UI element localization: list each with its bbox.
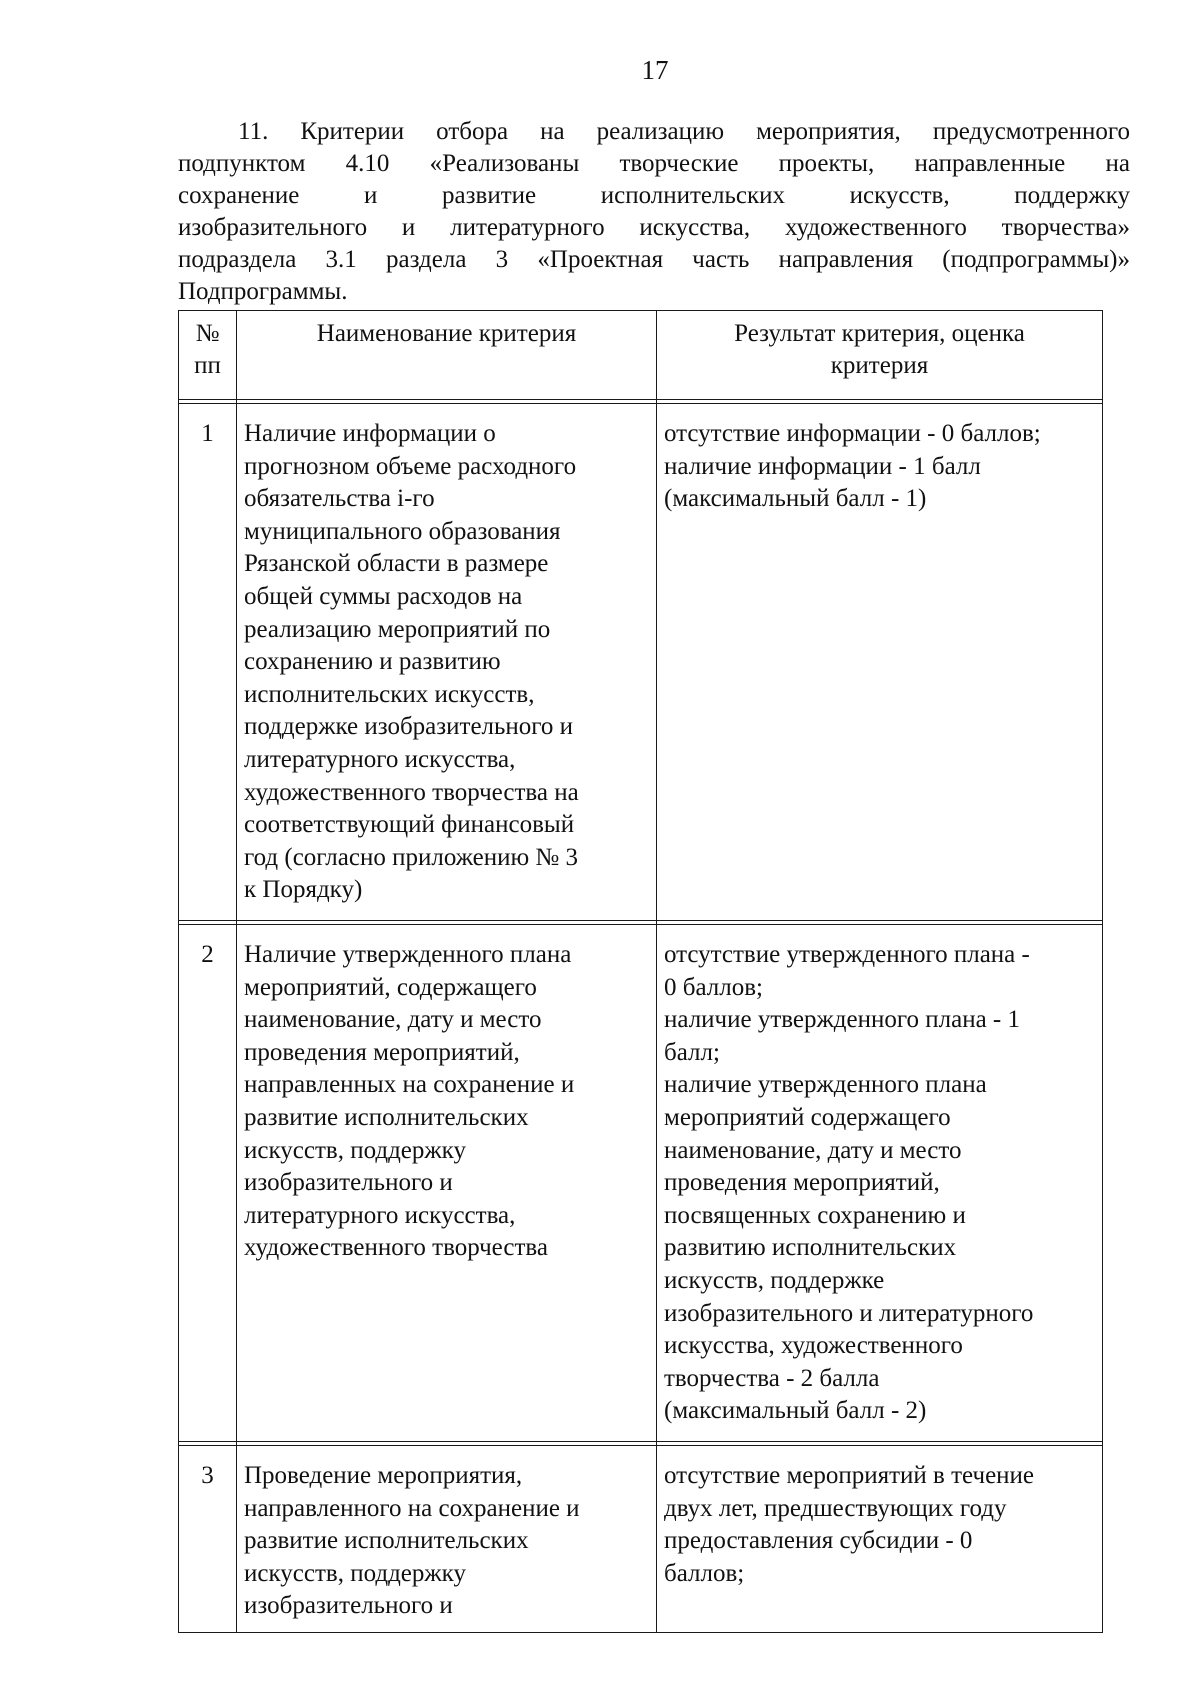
criterion-name-line: год (согласно приложению № 3 bbox=[244, 843, 579, 871]
criterion-name-line: развитие исполнительских bbox=[244, 1103, 529, 1131]
table-row bbox=[179, 925, 1103, 1442]
criterion-result-line: отсутствие утвержденного плана - bbox=[664, 941, 1030, 968]
header-criterion-result bbox=[657, 311, 1103, 400]
intro-line: подраздела 3.1 раздела 3 «Проектная часть направления (подпрограммы)» bbox=[178, 246, 1130, 273]
criterion-name-line: к Порядку) bbox=[244, 876, 363, 904]
intro-line: изобразительного и литературного искусства, художественного творчества» bbox=[178, 214, 1130, 241]
header-criterion-name-line: Наименование критерия bbox=[316, 320, 577, 347]
page-number: 17 bbox=[641, 55, 669, 85]
criterion-result-line: посвященных сохранению и bbox=[664, 1201, 966, 1229]
criterion-result-cell bbox=[657, 404, 1103, 921]
criterion-result-line: развитию исполнительских bbox=[664, 1234, 957, 1262]
header-number-line: пп bbox=[194, 352, 221, 379]
criterion-result-line: искусств, поддержке bbox=[664, 1266, 885, 1294]
criterion-name-line: искусств, поддержку bbox=[244, 1559, 466, 1587]
criteria-intro-paragraph bbox=[178, 116, 1130, 308]
table-row bbox=[179, 1446, 1103, 1633]
criterion-name-line: проведения мероприятий, bbox=[244, 1038, 520, 1066]
criterion-result-cell bbox=[657, 1446, 1103, 1633]
criterion-result-line: отсутствие мероприятий в течение bbox=[664, 1462, 1035, 1489]
criterion-result-line: наличие утвержденного плана bbox=[664, 1071, 987, 1099]
intro-line: 11. Критерии отбора на реализацию мероприятия, предусмотренного bbox=[238, 118, 1130, 145]
header-criterion-result-line: Результат критерия, оценка bbox=[734, 320, 1025, 347]
criterion-result-line: изобразительного и литературного bbox=[664, 1299, 1034, 1327]
criterion-name-line: направленного на сохранение и bbox=[244, 1494, 580, 1522]
criteria-table bbox=[178, 310, 1103, 1633]
criterion-name-line: исполнительских искусств, bbox=[244, 680, 535, 708]
criterion-result-line: творчества - 2 балла bbox=[664, 1364, 880, 1392]
criterion-result-line: искусства, художественного bbox=[664, 1332, 963, 1360]
criterion-result-line: 0 баллов; bbox=[664, 973, 763, 1001]
header-number bbox=[179, 311, 237, 400]
criterion-name-line: мероприятий, содержащего bbox=[244, 973, 537, 1001]
criterion-name-line: Наличие утвержденного плана bbox=[244, 941, 572, 968]
row-number: 1 bbox=[179, 404, 237, 921]
header-number-line: № bbox=[195, 320, 220, 347]
criterion-name-line: соответствующий финансовый bbox=[244, 811, 575, 839]
criterion-name-line: Проведение мероприятия, bbox=[244, 1462, 523, 1489]
criterion-name-line: Наличие информации о bbox=[244, 420, 496, 447]
criterion-name-line: искусств, поддержку bbox=[244, 1136, 466, 1164]
criterion-result-line: наименование, дату и место bbox=[664, 1136, 962, 1164]
row-number: 3 bbox=[179, 1446, 237, 1633]
criterion-name-line: развитие исполнительских bbox=[244, 1527, 529, 1555]
criterion-result-line: баллов; bbox=[664, 1559, 745, 1587]
criterion-result-line: мероприятий содержащего bbox=[664, 1103, 951, 1131]
criterion-name-line: изобразительного и bbox=[244, 1592, 453, 1620]
criterion-result-line: балл; bbox=[664, 1038, 720, 1066]
criterion-name-line: литературного искусства, bbox=[244, 1201, 516, 1229]
criterion-result-line: наличие информации - 1 балл bbox=[664, 452, 981, 480]
criterion-name-line: общей суммы расходов на bbox=[244, 582, 523, 610]
header-criterion-result-line: критерия bbox=[830, 352, 929, 379]
intro-line: подпунктом 4.10 «Реализованы творческие проекты, направленные на bbox=[178, 150, 1130, 177]
row-number: 2 bbox=[179, 925, 237, 1442]
criterion-name-line: литературного искусства, bbox=[244, 745, 516, 773]
header-criterion-name bbox=[237, 311, 657, 400]
criterion-result-line: наличие утвержденного плана - 1 bbox=[664, 1006, 1021, 1034]
criterion-name-line: реализацию мероприятий по bbox=[244, 615, 551, 643]
criterion-result-cell bbox=[657, 925, 1103, 1442]
criterion-name-line: художественного творчества bbox=[244, 1234, 548, 1262]
criterion-name-line: направленных на сохранение и bbox=[244, 1071, 575, 1099]
criterion-name-cell bbox=[237, 404, 657, 921]
criterion-result-line: двух лет, предшествующих году bbox=[664, 1494, 1007, 1522]
criterion-name-line: художественного творчества на bbox=[244, 778, 579, 806]
criterion-name-line: изобразительного и bbox=[244, 1169, 453, 1197]
criterion-name-cell bbox=[237, 925, 657, 1442]
criterion-result-line: (максимальный балл - 2) bbox=[664, 1397, 927, 1425]
criterion-name-line: наименование, дату и место bbox=[244, 1006, 542, 1034]
criterion-name-line: Рязанской области в размере bbox=[244, 550, 549, 578]
criterion-name-line: муниципального образования bbox=[244, 517, 561, 545]
criterion-name-line: обязательства i-го bbox=[244, 485, 435, 513]
intro-line: сохранение и развитие исполнительских искусств, поддержку bbox=[178, 182, 1130, 209]
criterion-result-line: отсутствие информации - 0 баллов; bbox=[664, 420, 1041, 447]
intro-line: Подпрограммы. bbox=[178, 278, 348, 305]
table-header-row bbox=[179, 311, 1103, 400]
criterion-name-line: сохранению и развитию bbox=[244, 648, 501, 676]
criterion-result-line: предоставления субсидии - 0 bbox=[664, 1527, 973, 1555]
criterion-name-cell bbox=[237, 1446, 657, 1633]
criterion-name-line: поддержке изобразительного и bbox=[244, 713, 574, 741]
table-row bbox=[179, 404, 1103, 921]
criterion-result-line: проведения мероприятий, bbox=[664, 1169, 940, 1197]
criterion-result-line: (максимальный балл - 1) bbox=[664, 485, 927, 513]
criterion-name-line: прогнозном объеме расходного bbox=[244, 452, 577, 480]
